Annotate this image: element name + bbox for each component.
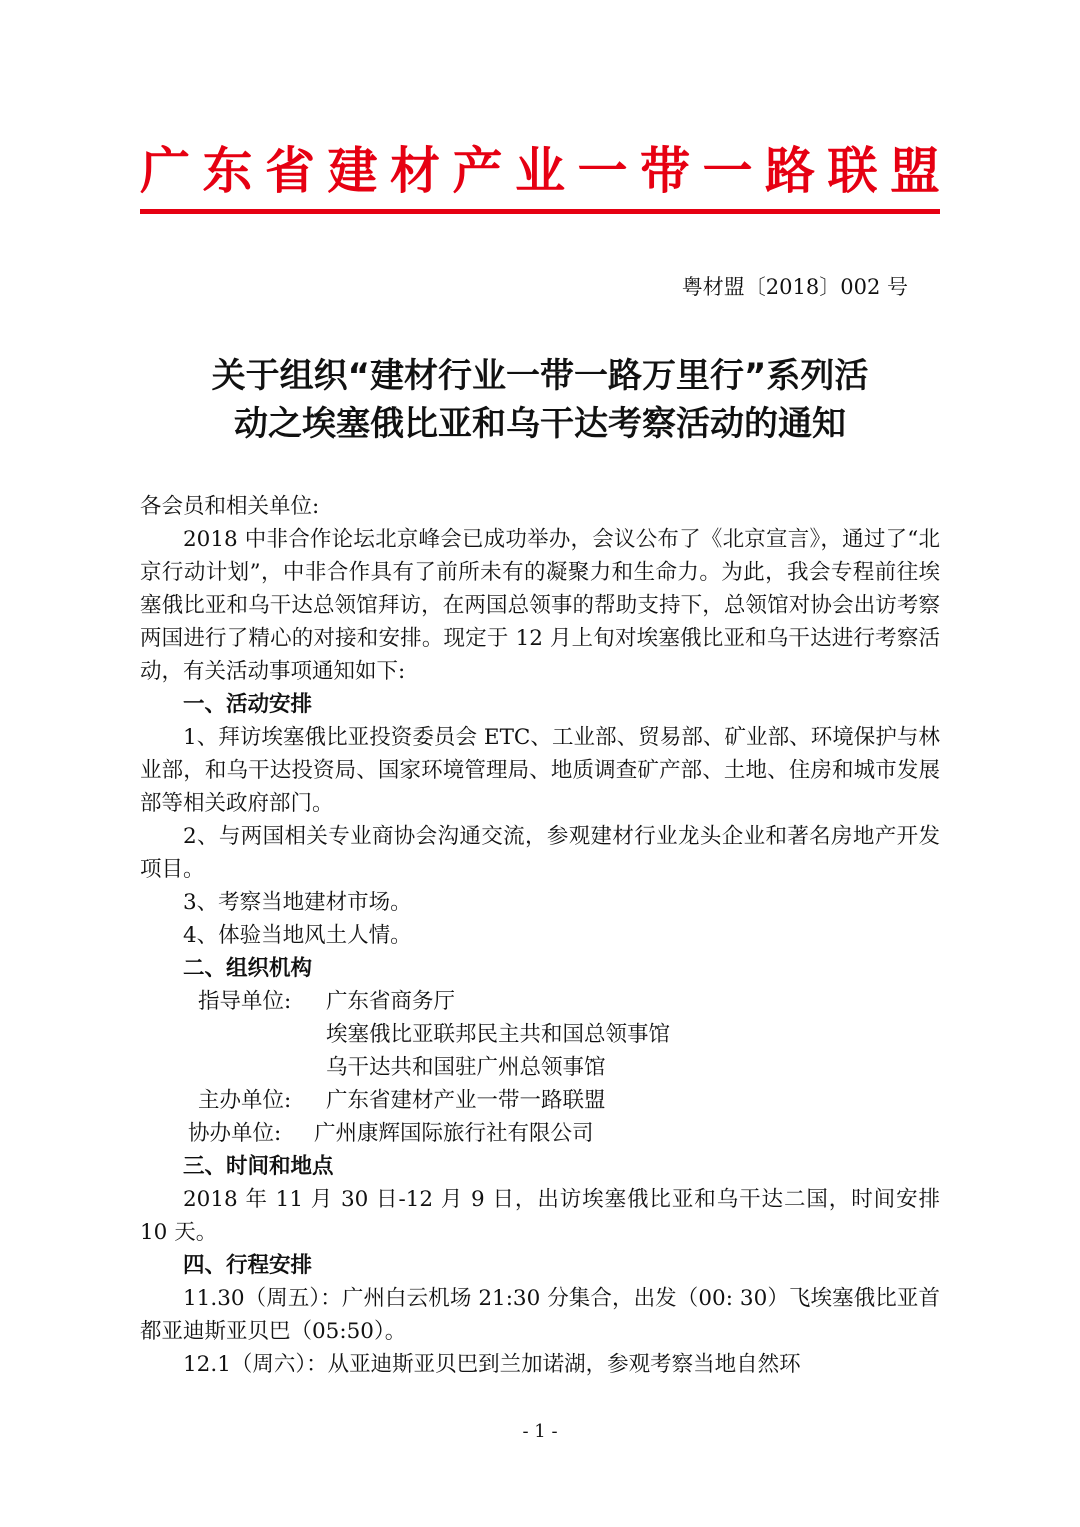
section-heading-organization: 二、组织机构 bbox=[183, 956, 313, 981]
co-unit-value: 广州康辉国际旅行社有限公司 bbox=[314, 1121, 594, 1146]
title-line-1: 关于组织“建材行业一带一路万里行”系列活 bbox=[211, 356, 869, 396]
host-unit-value: 广东省建材产业一带一路联盟 bbox=[326, 1088, 606, 1113]
salutation: 各会员和相关单位: bbox=[140, 494, 320, 519]
activity-item: 3、考察当地建材市场。 bbox=[183, 890, 412, 915]
org-title: 广东省建材产业一带一路联盟 bbox=[140, 142, 940, 200]
section-heading-activities: 一、活动安排 bbox=[183, 692, 313, 717]
section-heading-itinerary: 四、行程安排 bbox=[183, 1253, 313, 1278]
page-number: - 1 - bbox=[522, 1421, 558, 1442]
host-unit-row bbox=[140, 1084, 940, 1117]
host-unit-label: 主办单位: bbox=[198, 1088, 292, 1113]
document-number: 粤材盟〔2018〕002 号 bbox=[681, 275, 908, 299]
document-title bbox=[140, 352, 940, 448]
co-unit-label: 协办单位: bbox=[188, 1121, 282, 1146]
section-heading-time-place: 三、时间和地点 bbox=[183, 1154, 334, 1179]
guide-unit-label: 指导单位: bbox=[198, 989, 292, 1014]
guide-unit-row bbox=[140, 1051, 940, 1084]
guide-unit-value: 埃塞俄比亚联邦民主共和国总领事馆 bbox=[326, 1022, 671, 1047]
document-body bbox=[140, 490, 940, 1381]
activity-item: 4、体验当地风土人情。 bbox=[183, 923, 412, 948]
guide-unit-row bbox=[140, 1018, 940, 1051]
title-line-2: 动之埃塞俄比亚和乌干达考察活动的通知 bbox=[234, 404, 846, 444]
red-divider bbox=[140, 209, 940, 214]
itinerary-item: 11.30（周五）：广州白云机场 21:30 分集合，出发（00: 30）飞埃塞俄比亚首都亚迪斯亚贝巴（05:50）。 bbox=[140, 1286, 940, 1344]
activity-item: 2、与两国相关专业商协会沟通交流，参观建材行业龙头企业和著名房地产开发项目。 bbox=[140, 824, 940, 882]
itinerary-item: 12.1（周六）：从亚迪斯亚贝巴到兰加诺湖，参观考察当地自然环 bbox=[183, 1352, 801, 1377]
co-unit-row bbox=[140, 1117, 940, 1150]
intro-paragraph: 2018 中非合作论坛北京峰会已成功举办，会议公布了《北京宣言》，通过了“北京行动计划”，中非合作具有了前所未有的凝聚力和生命力。为此，我会专程前往埃塞俄比亚和乌干达总领馆拜访，在两国总领事的帮助支持下，总领馆对协会出访考察两国进行了精心的对接和安排。现定于 12 月上旬对埃塞俄比亚和乌干达进行考察活动，有关活动事项通知如下: bbox=[140, 527, 940, 684]
guide-unit-row bbox=[140, 985, 940, 1018]
guide-unit-value: 广东省商务厅 bbox=[326, 989, 456, 1014]
guide-unit-value: 乌干达共和国驻广州总领事馆 bbox=[326, 1055, 606, 1080]
time-place-text: 2018 年 11 月 30 日-12 月 9 日，出访埃塞俄比亚和乌干达二国，时间安排 10 天。 bbox=[140, 1187, 940, 1245]
activity-item: 1、拜访埃塞俄比亚投资委员会 ETC、工业部、贸易部、矿业部、环境保护与林业部，和乌干达投资局、国家环境管理局、地质调查矿产部、土地、住房和城市发展部等相关政府部门。 bbox=[140, 725, 940, 816]
